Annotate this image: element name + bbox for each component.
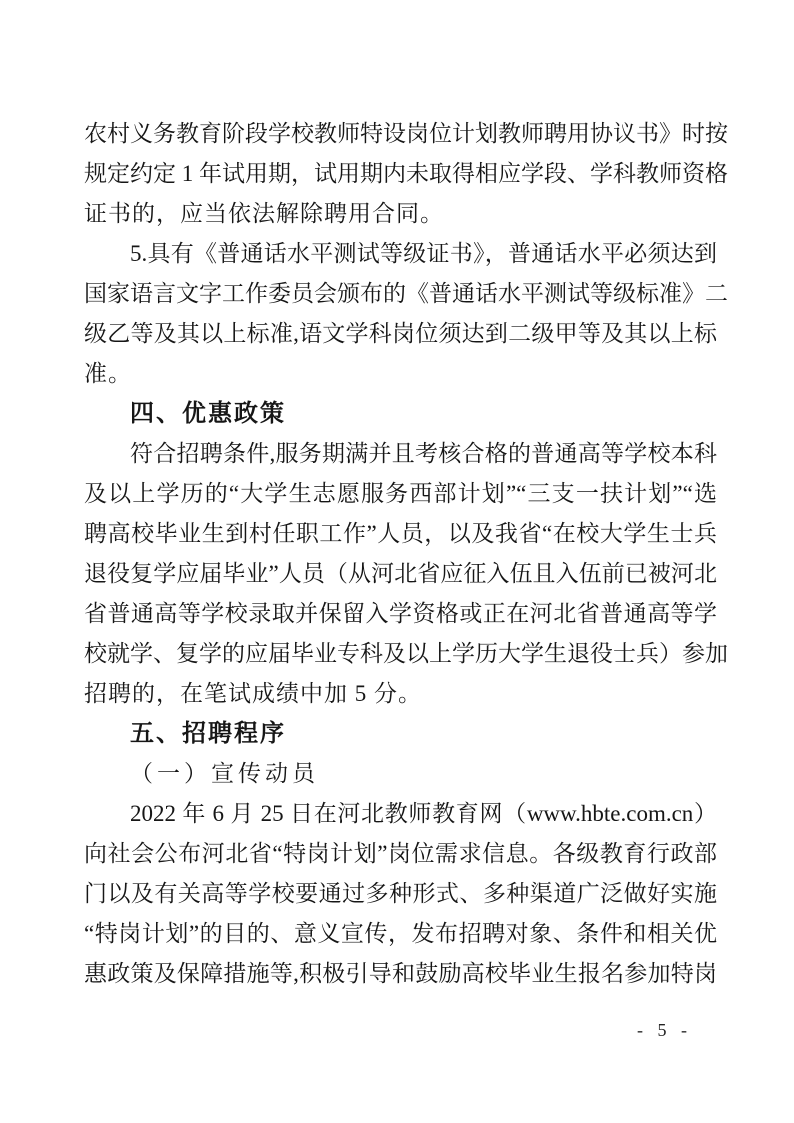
text-line: 符合招聘条件,服务期满并且考核合格的普通高等学校本科 — [130, 441, 717, 466]
text-line: 校就学、复学的应届毕业专科及以上学历大学生退役士兵）参加 — [84, 641, 728, 666]
text-line: 聘高校毕业生到村任职工作”人员，以及我省“在校大学生士兵 — [84, 521, 717, 546]
text-line: 国家语言文字工作委员会颁布的《普通话水平测试等级标准》二 — [84, 281, 728, 306]
text-line: 及以上学历的“大学生志愿服务西部计划”“三支一扶计划”“选 — [84, 481, 717, 506]
text-line: 农村义务教育阶段学校教师特设岗位计划教师聘用协议书》时按 — [84, 121, 728, 146]
text-line: 退役复学应届毕业”人员（从河北省应征入伍且入伍前已被河北 — [84, 561, 717, 586]
text-line: 准。 — [84, 361, 132, 386]
text-line: 惠政策及保障措施等,积极引导和鼓励高校毕业生报名参加特岗 — [84, 961, 717, 986]
text-line: 省普通高等学校录取并保留入学资格或正在河北省普通高等学 — [84, 601, 717, 626]
page-number: - 5 - — [637, 1020, 692, 1040]
text-line: 向社会公布河北省“特岗计划”岗位需求信息。各级教育行政部 — [84, 841, 717, 866]
section-heading: 五、招聘程序 — [130, 720, 286, 747]
section-heading: 四、优惠政策 — [130, 400, 286, 427]
text-line: “特岗计划”的目的、意义宣传，发布招聘对象、条件和相关优 — [84, 921, 717, 946]
text-line: 规定约定 1 年试用期，试用期内未取得相应学段、学科教师资格 — [84, 161, 728, 186]
text-line: 2022 年 6 月 25 日在河北教师教育网（www.hbte.com.cn） — [130, 801, 717, 826]
text-line: 招聘的，在笔试成绩中加 5 分。 — [84, 681, 422, 706]
document-body — [84, 114, 728, 994]
text-line: 5.具有《普通话水平测试等级证书》，普通话水平必须达到 — [130, 241, 717, 266]
text-line: 证书的，应当依法解除聘用合同。 — [84, 201, 444, 226]
text-line: 门以及有关高等学校要通过多种形式、多种渠道广泛做好实施 — [84, 881, 717, 906]
subsection-heading: （一）宣传动员 — [130, 761, 319, 786]
text-line: 级乙等及其以上标准,语文学科岗位须达到二级甲等及其以上标 — [84, 321, 717, 346]
